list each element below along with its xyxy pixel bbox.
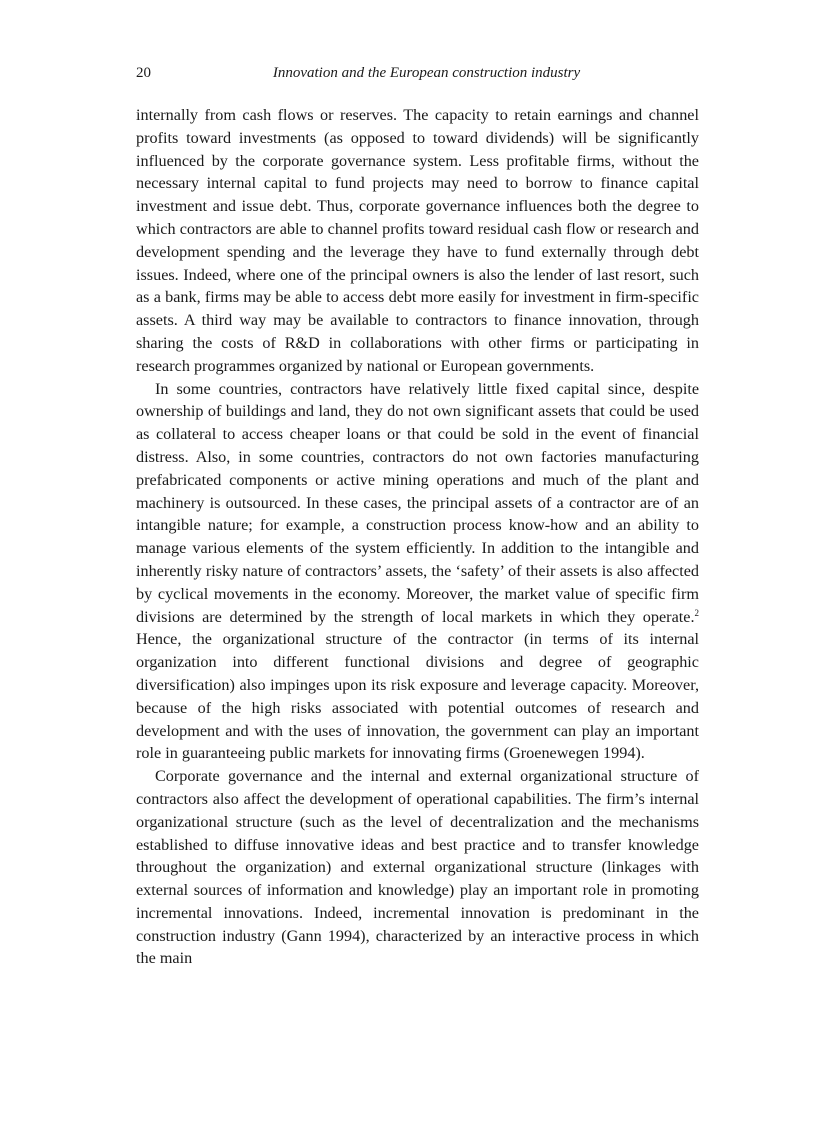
running-header: [136, 60, 699, 86]
paragraph-2-text-part-2: Hence, the organizational structure of the contractor (in terms of its internal organization into different functional divisions and degree of geographic diversification) also impinges upon its risk exposure and leverage capacity. Moreover, because of the high risks associated with potential outcomes of research and development and with the uses of innovation, the government can play an important role in guaranteeing public markets for innovating firms (Groenewegen 1994).: [136, 630, 699, 763]
running-title: Innovation and the European construction industry: [272, 65, 581, 81]
page-number: 20: [136, 65, 151, 81]
paragraph-1: internally from cash flows or reserves. The capacity to retain earnings and channel profits toward investments (as opposed to toward dividends) will be significantly influenced by the corporate governance system. Less profitable firms, without the necessary internal capital to fund projects may need to borrow to finance capital investment and issue debt. Thus, corporate governance influences both the degree to which contractors are able to channel profits toward residual cash flow or research and development spending and the leverage they have to fund externally through debt issues. Indeed, where one of the principal owners is also the lender of last resort, such as a bank, firms may be able to access debt more easily for investment in firm-specific assets. A third way may be available to contractors to finance innovation, through sharing the costs of R&D in collaborations with other firms or participating in research programmes organized by national or European governments.: [136, 106, 699, 375]
book-page: [136, 60, 699, 970]
paragraph-2-text-part-1: In some countries, contractors have relatively little fixed capital since, despite ownership of buildings and land, they do not own significant assets that could be used as collateral to access cheaper loans or that could be sold in the event of financial distress. Also, in some countries, contractors do not own factories manufacturing prefabricated components or active mining operations and much of the plant and machinery is outsourced. In these cases, the principal assets of a contractor are of an intangible nature; for example, a construction process know-how and an ability to manage various elements of the system efficiently. In addition to the intangible and inherently risky nature of contractors’ assets, the ‘safety’ of their assets is also affected by cyclical movements in the economy. Moreover, the market value of specific firm divisions are determined by the strength of local markets in which they operate.: [136, 379, 699, 626]
body-text: [136, 104, 699, 970]
paragraph-2: [136, 378, 699, 766]
footnote-marker: 2: [694, 607, 699, 618]
paragraph-3: Corporate governance and the internal and external organizational structure of contractors also affect the development of operational capabilities. The firm’s internal organizational structure (such as the level of decentralization and the mechanisms established to diffuse innovative ideas and best practice and to transfer knowledge throughout the organization) and external organizational structure (linkages with external sources of information and knowledge) play an important role in promoting incremental innovations. Indeed, incremental innovation is predominant in the construction industry (Gann 1994), characterized by an interactive process in which the main: [136, 767, 699, 968]
